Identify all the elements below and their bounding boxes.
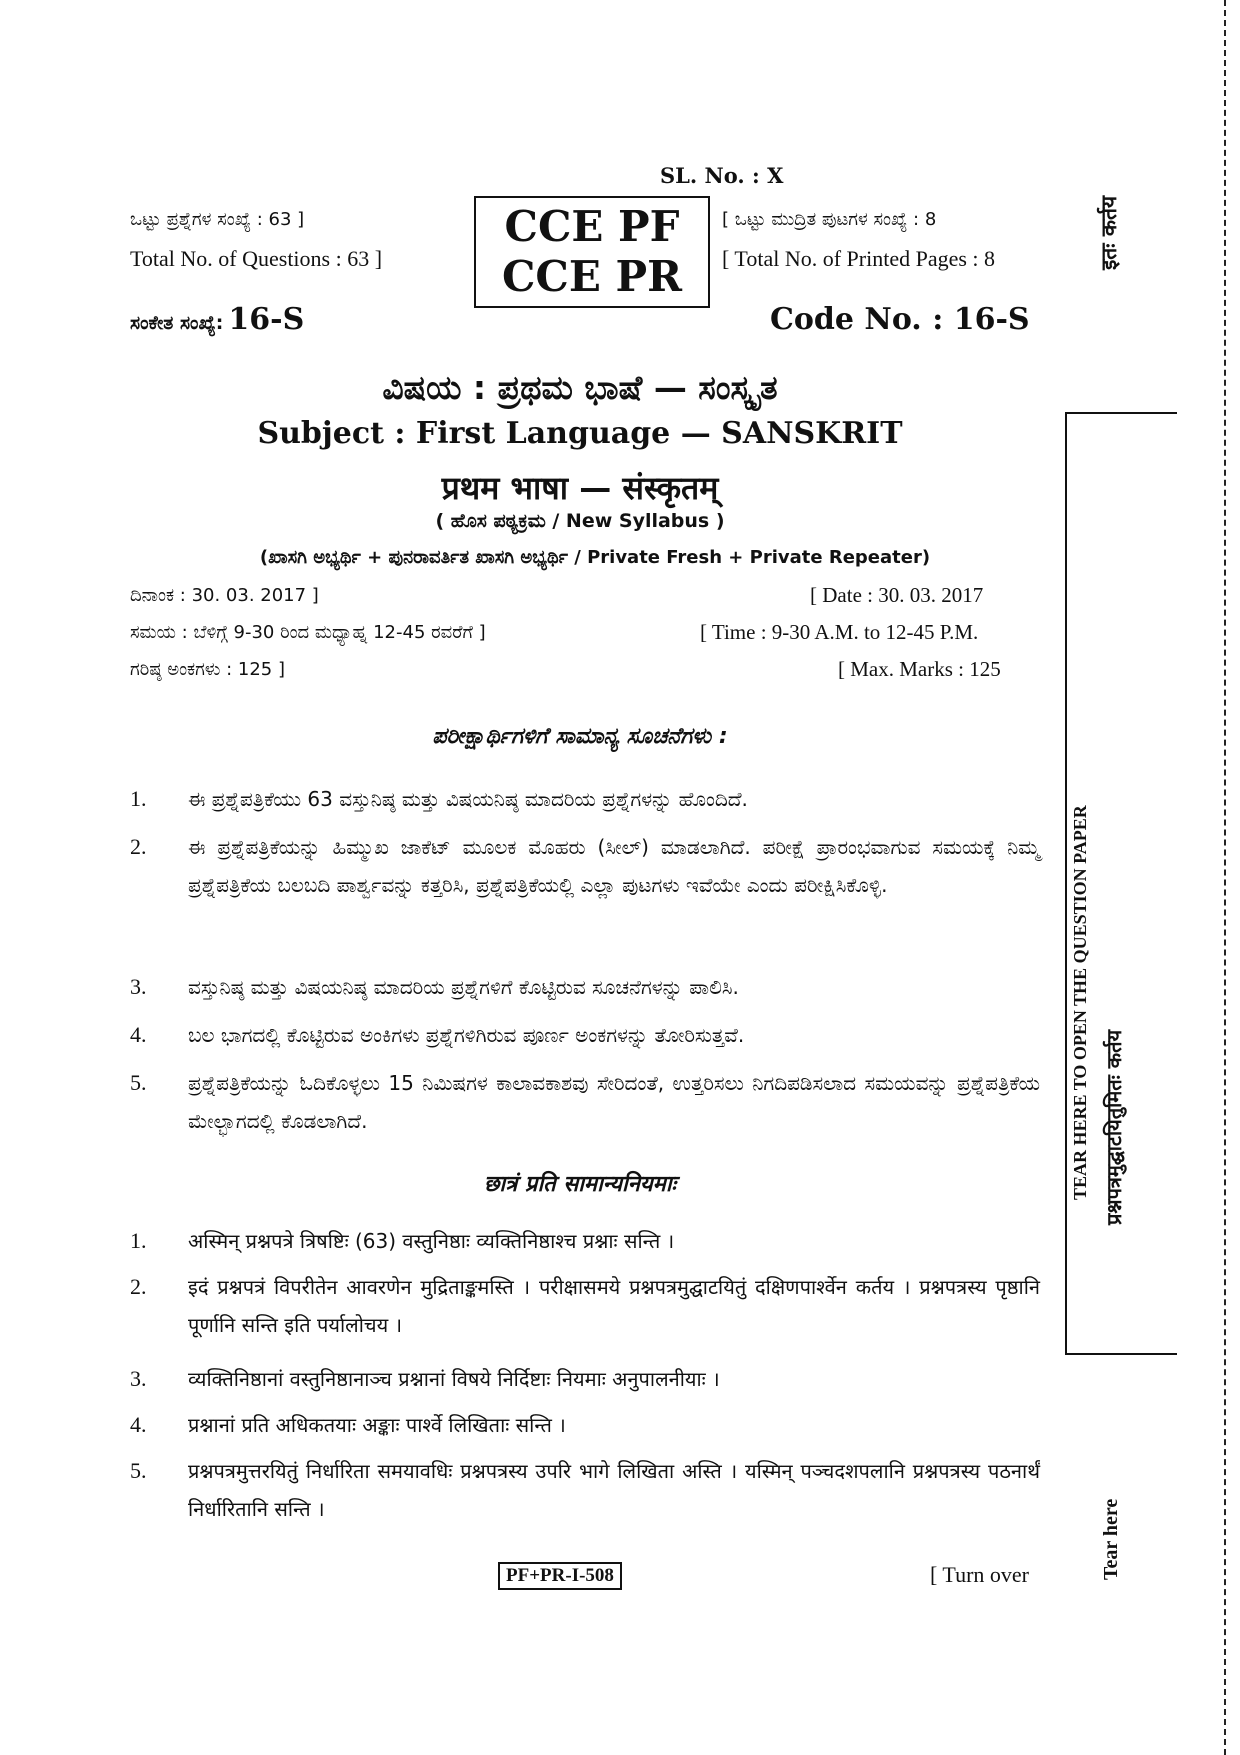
tear-here-english: TEAR HERE TO OPEN THE QUESTION PAPER xyxy=(1070,805,1090,1200)
item-text: ವಸ್ತುನಿಷ್ಠ ಮತ್ತು ವಿಷಯನಿಷ್ಠ ಮಾದರಿಯ ಪ್ರಶ್ನೆಗಳಿಗೆ ಕೊಟ್ಟಿರುವ ಸೂಚನೆಗಳನ್ನು ಪಾಲಿಸಿ. xyxy=(188,975,739,999)
item-text: प्रश्नपत्रमुत्तरयितुं निर्धारिता समयावधिः प्रश्नपत्रस्य उपरि भागे लिखिता अस्ति । यस्मिन् पञ्चदशपलानि प्रश्नपत्रस्य पठनार्थं निर्धारितानि सन्ति । xyxy=(188,1459,1040,1521)
tear-line xyxy=(1224,0,1226,1755)
code-number-en: Code No. : 16-S xyxy=(770,302,1030,337)
item-text: इदं प्रश्नपत्रं विपरीतेन आवरणेन मुद्रिताङ्कमस्ति । परीक्षासमये प्रश्नपत्रमुद्घाटयितुं दक्षिणपार्श्वेन कर्तय । प्रश्नपत्रस्य पृष्ठानि पूर्णानि सन्ति इति पर्यालोचय । xyxy=(188,1275,1040,1337)
instruction-sa-item xyxy=(130,1452,1040,1528)
subject-english: Subject : First Language — SANSKRIT xyxy=(257,416,903,451)
turn-over-note: [ Turn over xyxy=(930,1562,1030,1587)
item-number: 1. xyxy=(130,786,147,811)
item-number: 2. xyxy=(130,1274,147,1299)
tear-here-sanskrit: प्रश्नपत्रमुद्घाटयितुमितः कर्तय xyxy=(1102,1029,1126,1225)
marks-kn: ಗರಿಷ್ಠ ಅಂಕಗಳು : 125 ] xyxy=(130,659,285,680)
serial-number: SL. No. : X xyxy=(660,163,784,188)
marks-en: [ Max. Marks : 125 xyxy=(838,657,1001,681)
code-label-kn: ಸಂಕೇತ ಸಂಖ್ಯೆ: xyxy=(130,312,224,334)
code-number-kn xyxy=(130,302,304,337)
item-number: 1. xyxy=(130,1228,147,1253)
item-text: ಪ್ರಶ್ನೆಪತ್ರಿಕೆಯನ್ನು ಓದಿಕೊಳ್ಳಲು 15 ನಿಮಿಷಗಳ ಕಾಲಾವಕಾಶವು ಸೇರಿದಂತೆ, ಉತ್ತರಿಸಲು ನಿಗದಿಪಡಿಸಲಾದ ಸಮಯವನ್ನು ಪ್ರಶ್ನೆಪತ್ರಿಕೆಯ ಮೇಲ್ಭಾಗದಲ್ಲಿ ಕೊಡಲಾಗಿದೆ. xyxy=(188,1071,1040,1133)
item-number: 3. xyxy=(130,1366,147,1391)
instruction-sa-item xyxy=(130,1222,1040,1260)
instruction-sa-item xyxy=(130,1360,1040,1398)
item-text: ಈ ಪ್ರಶ್ನೆಪತ್ರಿಕೆಯು 63 ವಸ್ತುನಿಷ್ಠ ಮತ್ತು ವಿಷಯನಿಷ್ಠ ಮಾದರಿಯ ಪ್ರಶ್ನೆಗಳನ್ನು ಹೊಂದಿದೆ. xyxy=(188,787,748,811)
item-text: ಈ ಪ್ರಶ್ನೆಪತ್ರಿಕೆಯನ್ನು ಹಿಮ್ಮುಖ ಜಾಕೆಟ್ ಮೂಲಕ ಮೊಹರು (ಸೀಲ್) ಮಾಡಲಾಗಿದೆ. ಪರೀಕ್ಷೆ ಪ್ರಾರಂಭವಾಗುವ ಸಮಯಕ್ಕೆ ನಿಮ್ಮ ಪ್ರಶ್ನೆಪತ್ರಿಕೆಯ ಬಲಬದಿ ಪಾರ್ಶ್ವವನ್ನು ಕತ್ತರಿಸಿ, ಪ್ರಶ್ನೆಪತ್ರಿಕೆಯಲ್ಲಿ ಎಲ್ಲಾ ಪುಟಗಳು ಇವೆಯೇ ಎಂದು ಪರೀಕ್ಷಿಸಿಕೊಳ್ಳಿ. xyxy=(188,835,1040,897)
code-box-line-1: CCE PF xyxy=(504,202,680,251)
item-text: व्यक्तिनिष्ठानां वस्तुनिष्ठानाञ्च प्रश्नानां विषये निर्दिष्टाः नियमाः अनुपालनीयाः । xyxy=(188,1367,720,1391)
time-kn: ಸಮಯ : ಬೆಳಿಗ್ಗೆ 9-30 ರಿಂದ ಮಧ್ಯಾಹ್ನ 12-45 ರವರೆಗೆ ] xyxy=(130,622,486,643)
code-value-kn: 16-S xyxy=(228,302,305,337)
date-en: [ Date : 30. 03. 2017 xyxy=(810,583,984,607)
instruction-kn-item xyxy=(130,828,1040,904)
paper-code-footer: PF+PR-I-508 xyxy=(498,1562,622,1590)
item-number: 4. xyxy=(130,1022,147,1047)
exam-code-box xyxy=(474,196,710,308)
instructions-sa-title: छात्रं प्रति सामान्यनियमाः xyxy=(484,1172,676,1197)
instructions-kn-title: ಪರೀಕ್ಷಾರ್ಥಿಗಳಿಗೆ ಸಾಮಾನ್ಯ ಸೂಚನೆಗಳು : xyxy=(432,724,728,749)
item-number: 5. xyxy=(130,1458,147,1483)
syllabus-note: ( ಹೊಸ ಪಠ್ಯಕ್ರಮ / New Syllabus ) xyxy=(435,510,725,532)
tear-top-label: इतः कर्तय xyxy=(1097,195,1121,270)
total-questions-kn: ಒಟ್ಟು ಪ್ರಶ್ನೆಗಳ ಸಂಖ್ಯೆ : 63 ] xyxy=(130,209,305,230)
total-questions-en: Total No. of Questions : 63 ] xyxy=(130,246,383,271)
item-text: प्रश्नानां प्रति अधिकतयाः अङ्काः पार्श्वे लिखिताः सन्ति । xyxy=(188,1413,566,1437)
instruction-kn-item xyxy=(130,1016,1040,1054)
instruction-kn-item xyxy=(130,780,1040,818)
instruction-kn-item xyxy=(130,968,1040,1006)
date-kn: ದಿನಾಂಕ : 30. 03. 2017 ] xyxy=(130,585,319,606)
instruction-sa-item xyxy=(130,1406,1040,1444)
item-number: 2. xyxy=(130,834,147,859)
time-en: [ Time : 9-30 A.M. to 12-45 P.M. xyxy=(700,620,979,644)
item-text: अस्मिन् प्रश्नपत्रे त्रिषष्टिः (63) वस्तुनिष्ठाः व्यक्तिनिष्ठाश्च प्रश्नाः सन्ति । xyxy=(188,1229,675,1253)
printed-pages-kn: [ ಒಟ್ಟು ಮುದ್ರಿತ ಪುಟಗಳ ಸಂಖ್ಯೆ : 8 xyxy=(722,209,937,230)
candidate-type: (ಖಾಸಗಿ ಅಭ್ಯರ್ಥಿ + ಪುನರಾವರ್ತಿತ ಖಾಸಗಿ ಅಭ್ಯರ್ಥಿ / Private Fresh + Private Repeater) xyxy=(259,547,931,568)
item-number: 3. xyxy=(130,974,147,999)
item-number: 4. xyxy=(130,1412,147,1437)
code-box-line-2: CCE PR xyxy=(502,252,682,301)
item-number: 5. xyxy=(130,1070,147,1095)
printed-pages-en: [ Total No. of Printed Pages : 8 xyxy=(722,246,996,271)
instruction-kn-item xyxy=(130,1064,1040,1140)
tear-here-bottom: Tear here xyxy=(1100,1498,1122,1580)
item-text: ಬಲ ಭಾಗದಲ್ಲಿ ಕೊಟ್ಟಿರುವ ಅಂಕಿಗಳು ಪ್ರಶ್ನೆಗಳಿಗಿರುವ ಪೂರ್ಣ ಅಂಕಗಳನ್ನು ತೋರಿಸುತ್ತವೆ. xyxy=(188,1023,745,1047)
instruction-sa-item xyxy=(130,1268,1040,1344)
subject-sanskrit: प्रथम भाषा — संस्कृतम् xyxy=(441,469,719,507)
subject-kannada: ವಿಷಯ : ಪ್ರಥಮ ಭಾಷೆ — ಸಂಸ್ಕೃತ xyxy=(382,368,778,407)
